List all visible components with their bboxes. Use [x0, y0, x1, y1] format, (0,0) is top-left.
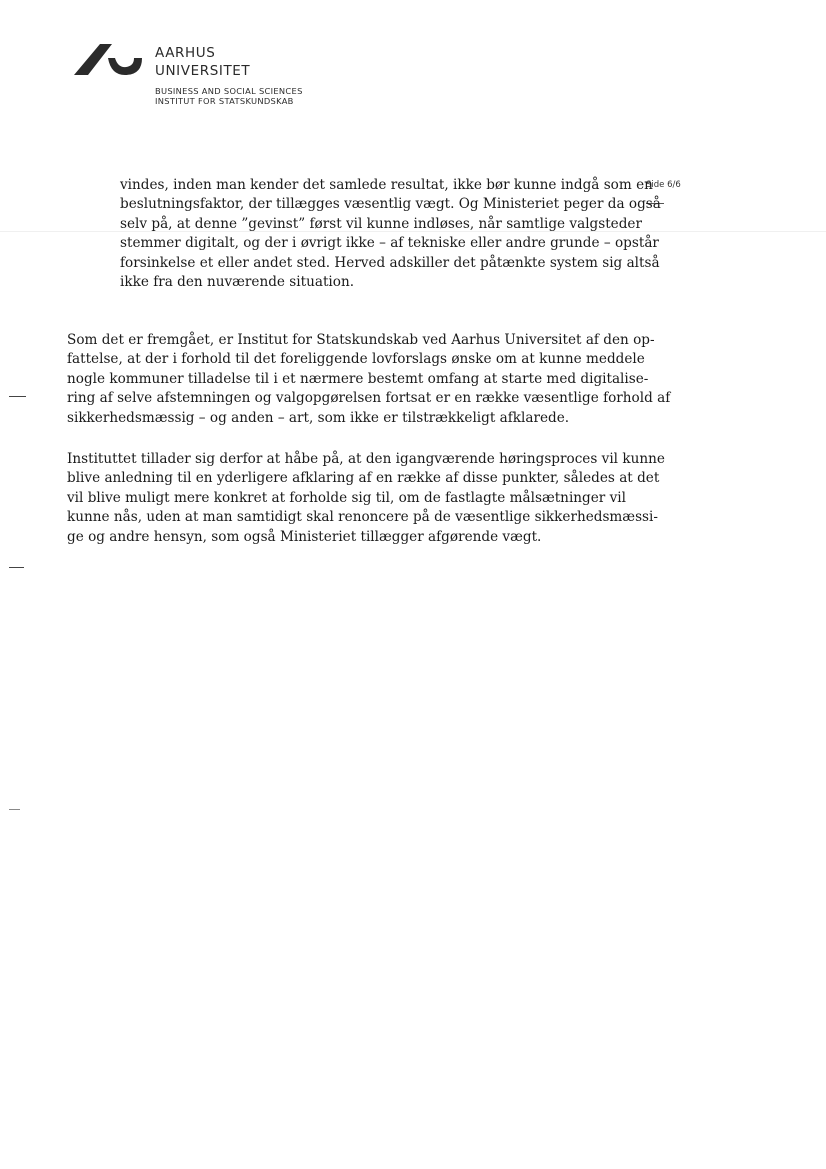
paragraph-2 — [67, 331, 670, 428]
paragraph-line: ring af selve afstemningen og valgopgørelsen fortsat er en række væsentlige forhold af — [67, 390, 671, 407]
paragraph-line: Som det er fremgået, er Institut for Statskundskab ved Aarhus Universitet af den op- — [67, 332, 655, 348]
paragraph-line: ikke fra den nuværende situation. — [120, 274, 355, 291]
paragraph-line: vil blive muligt mere konkret at forholde sig til, om de fastlagte målsætninger vil — [67, 489, 626, 506]
paragraph-line: nogle kommuner tilladelse til i et nærmere bestemt omfang at starte med digitalise- — [67, 370, 649, 387]
paragraph-3 — [67, 450, 665, 547]
faculty-name: BUSINESS AND SOCIAL SCIENCES — [155, 86, 303, 96]
paragraph-line: vindes, inden man kender det samlede resultat, ikke bør kunne indgå som en — [120, 177, 653, 193]
paragraph-line: forsinkelse et eller andet sted. Herved adskiller det påtænkte system sig altså — [120, 254, 660, 271]
paragraph-line: sikkerhedsmæssig – og anden – art, som ikke er tilstrækkeligt afklarede. — [67, 409, 570, 426]
paragraph-line: selv på, at denne ”gevinst” først vil kunne indløses, når samtlige valgsteder — [120, 215, 642, 232]
paragraph-1 — [120, 176, 661, 292]
au-logo-icon — [72, 42, 144, 82]
university-name-line2: UNIVERSITET — [155, 63, 251, 79]
fold-mark — [9, 567, 24, 568]
paragraph-line: beslutningsfaktor, der tillægges væsentlig vægt. Og Ministeriet peger da også — [120, 196, 661, 213]
paragraph-line: fattelse, at der i forhold til det foreliggende lovforslags ønske om at kunne meddele — [67, 351, 645, 368]
punch-mark — [9, 809, 20, 810]
paragraph-line: Instituttet tillader sig derfor at håbe på, at den igangværende høringsproces vil kunne — [67, 451, 665, 467]
university-name-line1: AARHUS — [155, 45, 216, 61]
paragraph-line: stemmer digitalt, og der i øvrigt ikke – af tekniske eller andre grunde – opstår — [120, 235, 659, 252]
university-brand — [155, 44, 303, 106]
paragraph-line: blive anledning til en yderligere afklaring af en række af disse punkter, således at det — [67, 470, 660, 487]
paragraph-line: ge og andre hensyn, som også Ministeriet tillægger afgørende vægt. — [67, 528, 542, 545]
fold-mark — [9, 396, 26, 397]
page-number: Side 6/6 — [646, 180, 681, 190]
paragraph-line: kunne nås, uden at man samtidigt skal renoncere på de væsentlige sikkerhedsmæssi- — [67, 509, 658, 526]
institute-name: INSTITUT FOR STATSKUNDSKAB — [155, 96, 294, 106]
